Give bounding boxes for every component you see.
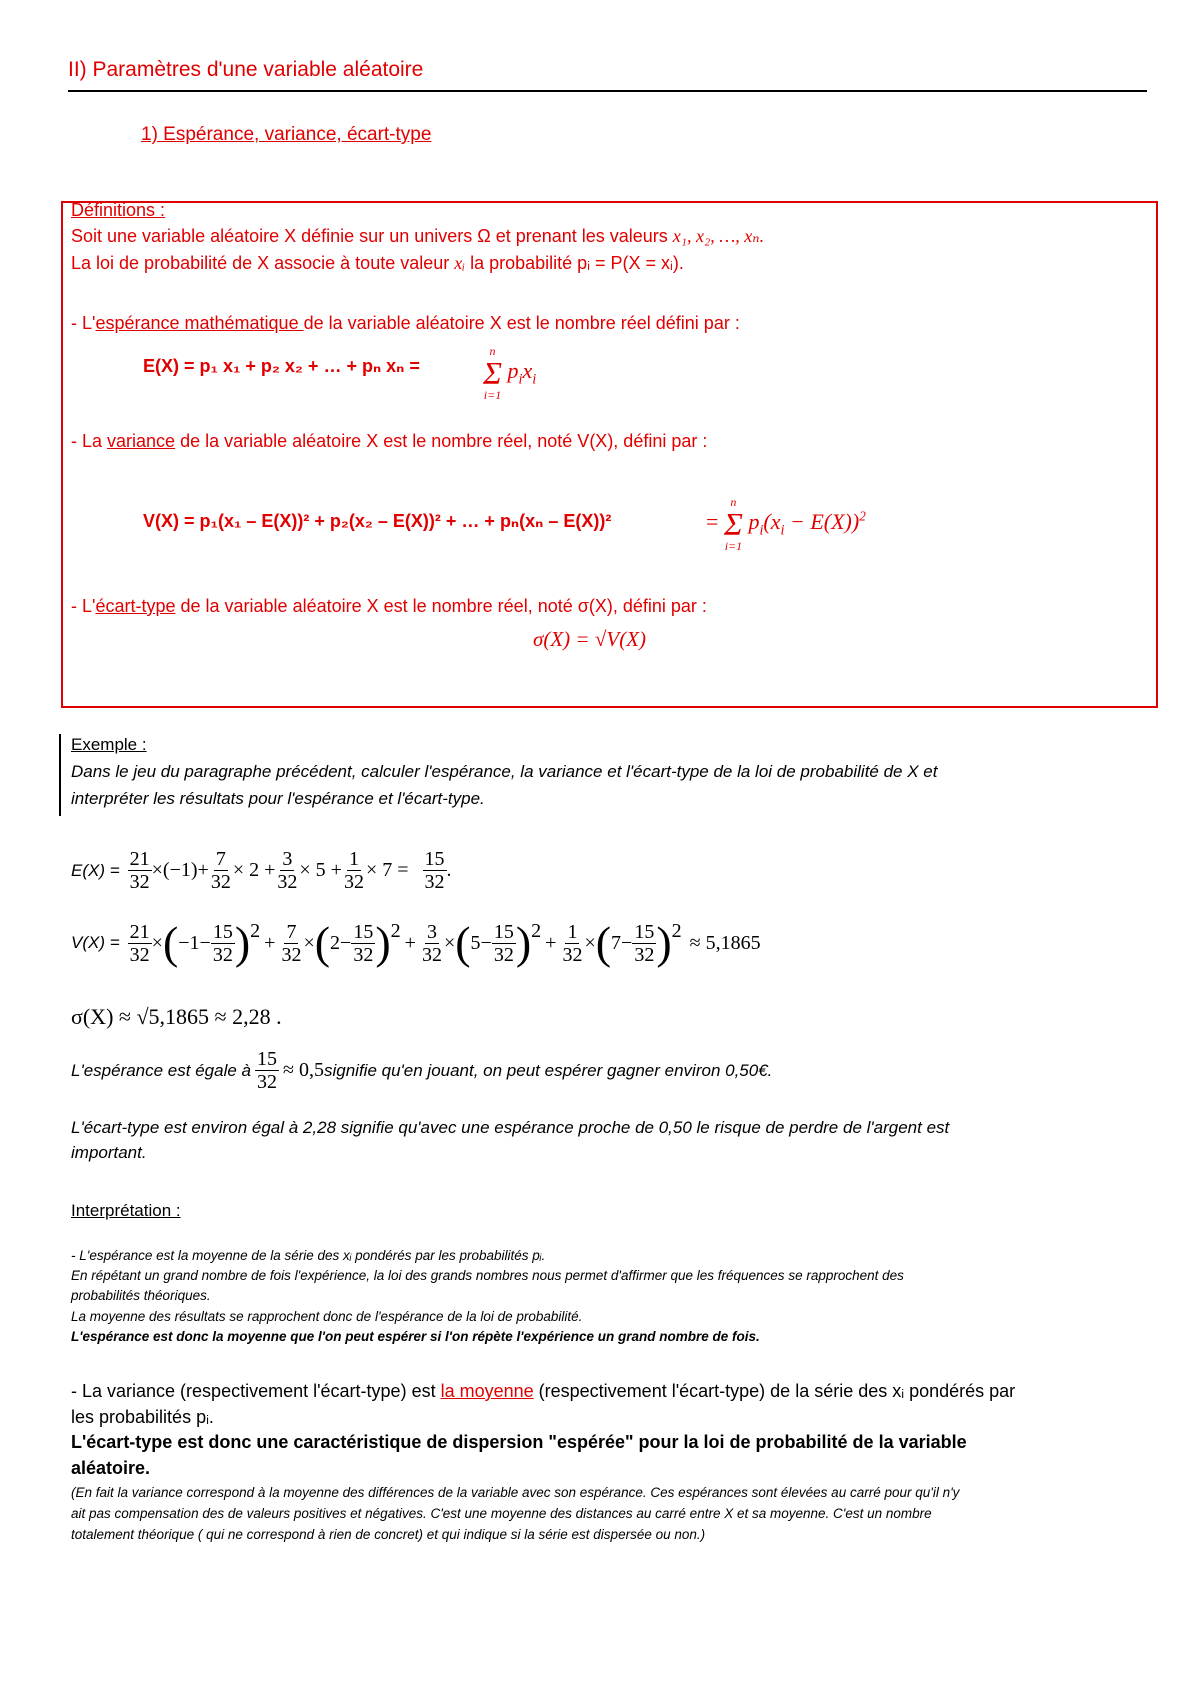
- variance-prefix: - La: [71, 431, 108, 451]
- v-fraction-7-32: $\frac{7}{32}$: [281, 920, 302, 966]
- variance-result: ≈ 5,1865: [689, 931, 761, 954]
- variance-calc: [71, 917, 761, 968]
- v-fraction-1-32: $\frac{1}{32}$: [562, 920, 583, 966]
- v-times-1: ×: [151, 931, 163, 954]
- fraction-3-32: $\frac{3}{32}$: [277, 848, 298, 893]
- v-times-2: ×: [303, 931, 315, 954]
- variance-interp-1b: (respectivement l'écart-type) de la série des xᵢ pondérés par: [533, 1381, 1016, 1401]
- expectation-calc: [71, 848, 452, 893]
- interp-line-5: L'espérance est donc la moyenne que l'on peut espérer si l'on répète l'expérience un grand nombre de fois.: [71, 1329, 760, 1344]
- moyenne-link: la moyenne: [440, 1381, 534, 1401]
- stddev-interpretation-1: L'écart-type est environ égal à 2,28 signifie qu'avec une espérance proche de 0,50 le risque de perdre de l'argent est: [71, 1118, 950, 1137]
- v-paren-close-2: ): [375, 917, 391, 968]
- variance-sum-term: $p_i(x_i - E(X))^2$: [748, 508, 866, 539]
- bold-conclusion-1: L'écart-type est donc une caractéristique de dispersion "espérée" pour la loi de probabilité de la variable: [71, 1432, 967, 1452]
- v-paren-open-1: (: [162, 917, 179, 968]
- subsection-title: 1) Espérance, variance, écart-type: [141, 124, 432, 145]
- values-list: x₁, x₂, …, xₙ.: [672, 226, 765, 246]
- v-plus-3: +: [545, 931, 557, 954]
- variance-formula: V(X) = p₁(x₁ – E(X))² + p₂(x₂ – E(X))² + … + pₙ(xₙ – E(X))²: [143, 511, 612, 531]
- stddev-result: σ(X) ≈ √5,1865 ≈ 2,28 .: [71, 1004, 282, 1029]
- interp-line-2: En répétant un grand nombre de fois l'expérience, la loi des grands nombres nous permet d'affirmer que les fréquences se rapprochent des: [71, 1268, 904, 1283]
- interp-fraction-15-32: $\frac{15}{32}$: [257, 1048, 277, 1093]
- term-3: × 5 +: [299, 859, 342, 881]
- stddev-calc: [71, 1004, 282, 1030]
- stddev-rest: de la variable aléatoire X est le nombre réel, noté σ(X), défini par :: [175, 596, 707, 616]
- v-plus-2: +: [404, 931, 416, 954]
- variance-interp-2: les probabilités pᵢ.: [71, 1407, 214, 1427]
- stddev-definition: [71, 596, 707, 617]
- section-title: II) Paramètres d'une variable aléatoire: [68, 58, 424, 81]
- stddev-formula: σ(X) = √V(X): [533, 627, 647, 651]
- v-paren-close-3: ): [515, 917, 532, 968]
- example-heading: Exemple :: [71, 735, 147, 754]
- v-inner-1: −1−: [178, 931, 211, 954]
- v-square-1: 2: [250, 920, 261, 942]
- stddev-interpretation-2: important.: [71, 1143, 147, 1162]
- expectation-rest: de la variable aléatoire X est le nombre réel défini par :: [303, 313, 740, 333]
- definitions-line-1: [71, 226, 764, 247]
- v-fraction-15-32-d: $\frac{15}{32}$: [634, 920, 655, 966]
- esp-interp-c: signifie qu'en jouant, on peut espérer gagner environ 0,50€.: [323, 1060, 773, 1080]
- v-fraction-21-32: $\frac{21}{32}$: [129, 920, 150, 966]
- ex-label: E(X) =: [71, 860, 120, 880]
- term-4: × 7 =: [365, 859, 409, 881]
- interp-line-3: probabilités théoriques.: [71, 1288, 211, 1303]
- term-1: ×(−1)+: [151, 859, 209, 881]
- note-line-2: ait pas compensation des de valeurs positives et négatives. C'est une moyenne des distances au carré entre X et sa moyenne. C'est un nombre: [71, 1506, 932, 1521]
- definitions-heading: Définitions :: [71, 200, 166, 220]
- variance-sum-symbol: n Σ i=1: [723, 495, 743, 553]
- example-text-1: Dans le jeu du paragraphe précédent, calculer l'espérance, la variance et l'écart-type de la loi de probabilité de X et: [71, 762, 938, 781]
- interp-line-4: La moyenne des résultats se rapprochent donc de l'espérance de la loi de probabilité.: [71, 1309, 583, 1324]
- v-fraction-15-32-c: $\frac{15}{32}$: [493, 920, 514, 966]
- v-paren-close-1: ): [234, 917, 251, 968]
- vx-label: V(X) =: [71, 933, 120, 952]
- definitions-box: [61, 201, 1158, 708]
- sum-term: $p_ix_i$: [507, 358, 537, 388]
- v-inner-3: 5−: [470, 931, 492, 954]
- v-inner-4: 7−: [611, 931, 633, 954]
- fraction-7-32: $\frac{7}{32}$: [210, 848, 231, 893]
- expectation-term: espérance mathématique: [95, 313, 304, 333]
- variance-interp-1a: - La variance (respectivement l'écart-type) est: [71, 1381, 441, 1401]
- fraction-21-32: $\frac{21}{32}$: [129, 848, 150, 893]
- v-times-4: ×: [584, 931, 596, 954]
- expectation-interpretation: [71, 1048, 772, 1093]
- v-times-3: ×: [443, 931, 456, 954]
- definitions-line-1-text: Soit une variable aléatoire X définie sur un univers Ω et prenant les valeurs: [71, 226, 673, 246]
- v-square-3: 2: [531, 920, 542, 942]
- v-square-2: 2: [390, 920, 401, 942]
- probability-definition: la probabilité pᵢ = P(X = xᵢ).: [465, 253, 684, 273]
- expectation-definition: [71, 313, 740, 334]
- sum-symbol: n Σ i=1: [483, 344, 503, 402]
- interpretation-heading: Interprétation :: [71, 1201, 181, 1220]
- expectation-sum: [483, 345, 536, 401]
- v-fraction-3-32: $\frac{3}{32}$: [421, 920, 442, 966]
- expectation-prefix: - L': [71, 313, 96, 333]
- v-inner-2: 2−: [330, 931, 352, 954]
- title-rule: [68, 90, 1147, 92]
- note-line-3: totalement théorique ( qui ne correspond à rien de concret) et qui indique si la série est dispersée ou non.): [71, 1527, 706, 1542]
- interp-line-1: - L'espérance est la moyenne de la série des xᵢ pondérés par les probabilités pᵢ.: [71, 1248, 546, 1263]
- v-paren-open-4: (: [595, 917, 612, 968]
- definitions-line-2: [71, 253, 684, 274]
- esp-interp-a: L'espérance est égale à: [71, 1060, 251, 1080]
- stddev-term: écart-type: [95, 596, 176, 616]
- fraction-15-32: $\frac{15}{32}$: [424, 848, 445, 893]
- v-fraction-15-32-b: $\frac{15}{32}$: [353, 920, 374, 966]
- v-plus-1: +: [264, 931, 276, 954]
- fraction-1-32: $\frac{1}{32}$: [343, 848, 364, 893]
- expectation-formula: E(X) = p₁ x₁ + p₂ x₂ + … + pₙ xₙ =: [143, 356, 420, 376]
- definitions-line-2-text: La loi de probabilité de X associe à toute valeur: [71, 253, 455, 273]
- bold-conclusion-2: aléatoire.: [71, 1458, 151, 1478]
- v-square-4: 2: [671, 920, 682, 942]
- v-paren-open-3: (: [455, 917, 471, 968]
- v-paren-close-4: ): [656, 917, 672, 968]
- dot: .: [446, 859, 452, 881]
- variance-sum: = n Σ i=1 $p_i(x_i - E(X))^2$: [706, 495, 866, 553]
- variance-definition: [71, 431, 707, 452]
- esp-interp-b: ≈ 0,5: [283, 1059, 324, 1081]
- variance-rest: de la variable aléatoire X est le nombre réel, noté V(X), défini par :: [175, 431, 708, 451]
- v-fraction-15-32-a: $\frac{15}{32}$: [212, 920, 233, 966]
- variance-interp-1: [71, 1381, 1015, 1402]
- value-xi: xᵢ: [454, 253, 466, 273]
- v-paren-open-2: (: [314, 917, 331, 968]
- note-line-1: (En fait la variance correspond à la moyenne des différences de la variable avec son espérance. Ces espérances sont élevées au carré pour qu'il n'y: [71, 1485, 960, 1500]
- example-side-bar: [59, 734, 61, 816]
- example-text-2: interpréter les résultats pour l'espérance et l'écart-type.: [71, 789, 485, 808]
- variance-term: variance: [107, 431, 176, 451]
- term-2: × 2 +: [232, 859, 276, 881]
- stddev-prefix: - L': [71, 596, 96, 616]
